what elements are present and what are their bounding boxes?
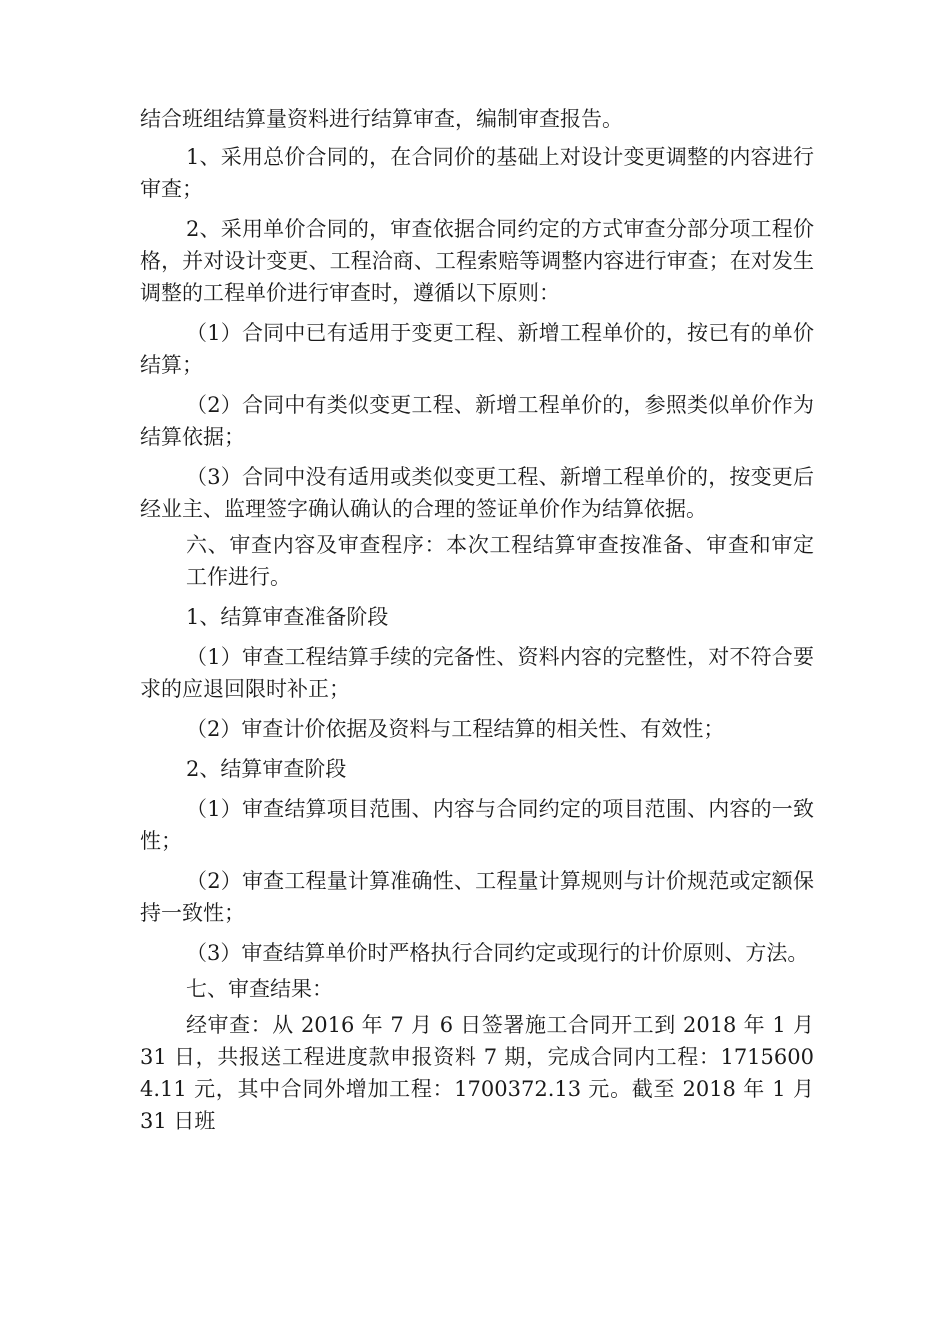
subheading-review-stage: 2、结算审查阶段 — [186, 757, 347, 781]
document-page — [140, 103, 814, 1145]
paragraph-preparation-1: （1）审查工程结算手续的完备性、资料内容的完整性，对不符合要求的应退回限时补正； — [140, 645, 814, 701]
section-heading-review-result: 七、审查结果： — [186, 977, 333, 1001]
subheading-preparation-stage: 1、结算审查准备阶段 — [186, 605, 389, 629]
paragraph-principle-1: （1）合同中已有适用于变更工程、新增工程单价的，按已有的单价结算； — [140, 321, 814, 377]
section-heading-review-content: 六、审查内容及审查程序：本次工程结算审查按准备、审查和审定工作进行。 — [186, 533, 814, 589]
paragraph-unit-price-contract: 2、采用单价合同的，审查依据合同约定的方式审查分部分项工程价格，并对设计变更、工程洽商、工程索赔等调整内容进行审查；在对发生调整的工程单价进行审查时，遵循以下原则： — [140, 217, 814, 305]
paragraph-intro: 结合班组结算量资料进行结算审查，编制审查报告。 — [140, 107, 623, 131]
paragraph-principle-2: （2）合同中有类似变更工程、新增工程单价的，参照类似单价作为结算依据； — [140, 393, 814, 449]
paragraph-total-price-contract: 1、采用总价合同的，在合同价的基础上对设计变更调整的内容进行审查； — [140, 145, 814, 201]
paragraph-review-2: （2）审查工程量计算准确性、工程量计算规则与计价规范或定额保持一致性； — [140, 869, 814, 925]
paragraph-review-1: （1）审查结算项目范围、内容与合同约定的项目范围、内容的一致性； — [140, 797, 814, 853]
paragraph-review-result: 经审查：从 2016 年 7 月 6 日签署施工合同开工到 2018 年 1 月 31 日，共报送工程进度款申报资料 7 期，完成合同内工程：17156004.11 元，其中合同外增加工程：1700372.13 元。截至 2018 年 1 月 31 日班 — [140, 1013, 814, 1133]
paragraph-review-3: （3）审查结算单价时严格执行合同约定或现行的计价原则、方法。 — [186, 941, 809, 965]
paragraph-principle-3: （3）合同中没有适用或类似变更工程、新增工程单价的，按变更后经业主、监理签字确认确认的合理的签证单价作为结算依据。 — [140, 465, 814, 521]
paragraph-preparation-2: （2）审查计价依据及资料与工程结算的相关性、有效性； — [186, 717, 725, 741]
